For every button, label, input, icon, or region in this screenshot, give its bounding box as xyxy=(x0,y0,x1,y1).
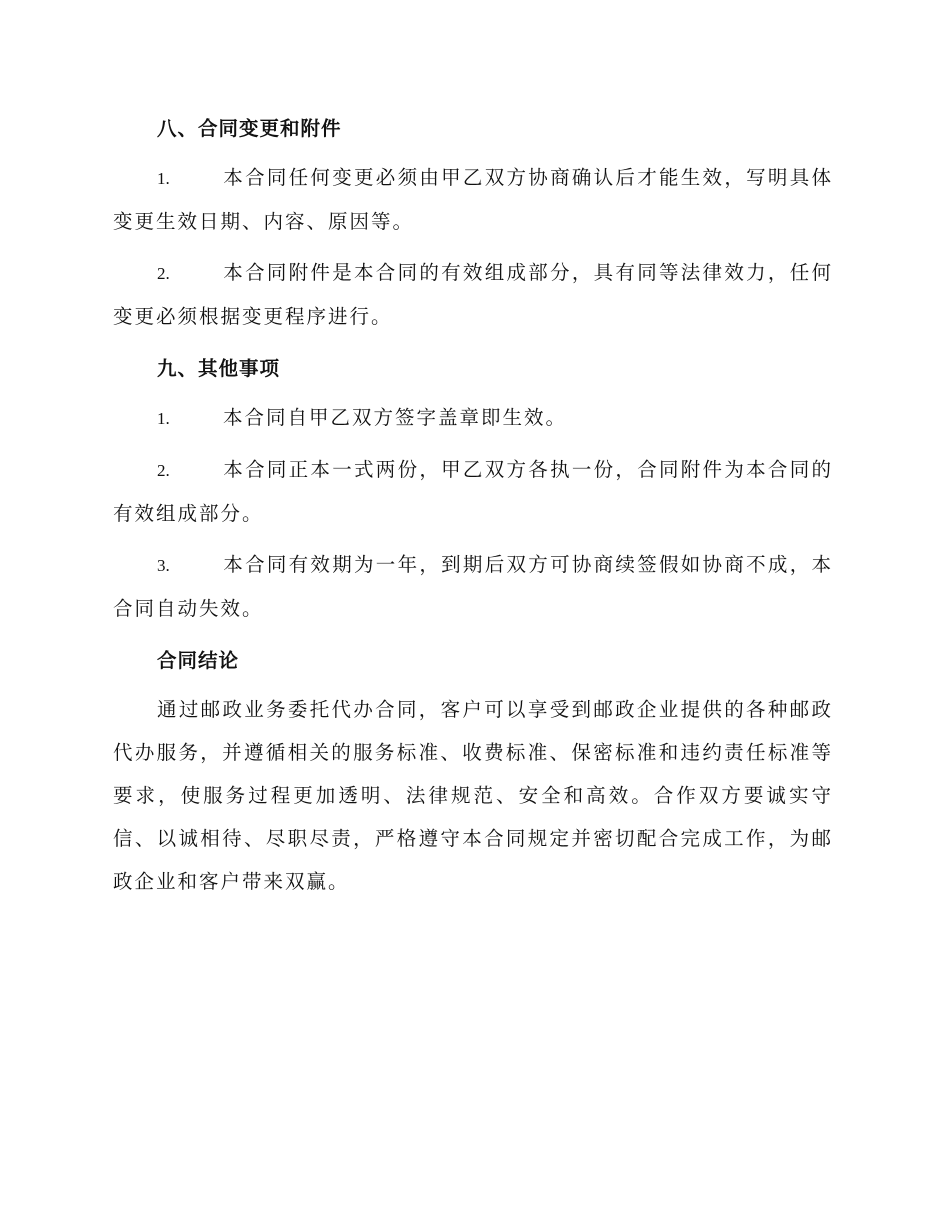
clause-number: 3. xyxy=(157,556,170,575)
clause-number: 2. xyxy=(157,264,170,283)
clause-text: 本合同正本一式两份，甲乙双方各执一份，合同附件为本合同的有效组成部分。 xyxy=(113,458,833,525)
clause-9-3 xyxy=(113,543,833,630)
conclusion-paragraph: 通过邮政业务委托代办合同，客户可以享受到邮政企业提供的各种邮政代办服务，并遵循相关的服务标准、收费标准、保密标准和违约责任标准等要求，使服务过程更加透明、法律规范、安全和高效。合作双方要诚实守信、以诚相待、尽职尽责，严格遵守本合同规定并密切配合完成工作，为邮政企业和客户带来双赢。 xyxy=(113,698,833,893)
clause-9-1 xyxy=(113,396,833,440)
clause-text: 本合同自甲乙双方签字盖章即生效。 xyxy=(223,406,568,429)
clause-8-1 xyxy=(113,156,833,243)
section-heading-other-matters: 九、其他事项 xyxy=(157,357,281,380)
clause-number: 1. xyxy=(157,169,170,188)
clause-9-2 xyxy=(113,448,833,535)
section-heading-conclusion: 合同结论 xyxy=(157,649,240,672)
clause-text: 本合同附件是本合同的有效组成部分，具有同等法律效力，任何变更必须根据变更程序进行。 xyxy=(113,261,833,328)
clause-number: 1. xyxy=(157,409,170,428)
clause-number: 2. xyxy=(157,461,170,480)
section-heading-amendments: 八、合同变更和附件 xyxy=(157,117,342,140)
clause-text: 本合同任何变更必须由甲乙双方协商确认后才能生效，写明具体变更生效日期、内容、原因等。 xyxy=(113,166,833,233)
clause-text: 本合同有效期为一年，到期后双方可协商续签假如协商不成，本合同自动失效。 xyxy=(113,553,833,620)
clause-8-2 xyxy=(113,251,833,338)
document-page xyxy=(113,106,833,903)
